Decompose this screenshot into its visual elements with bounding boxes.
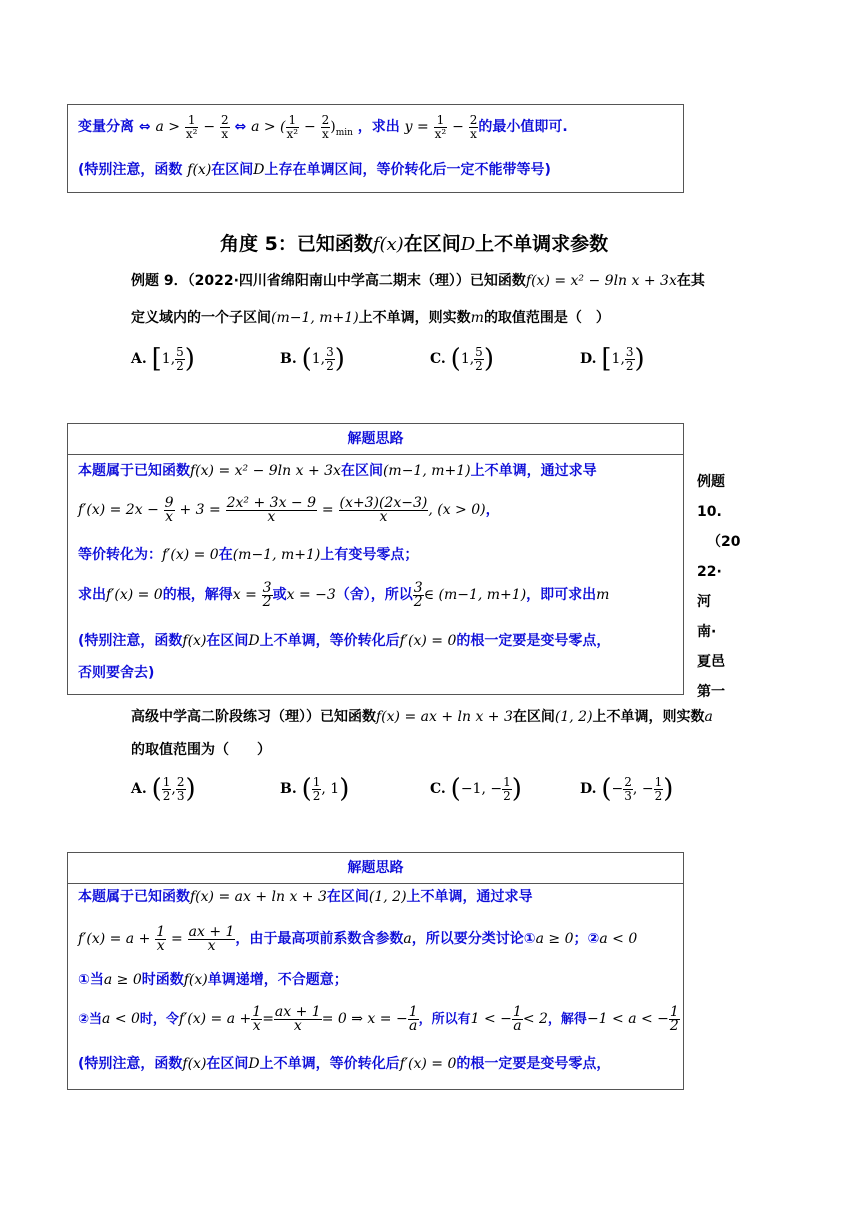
box2-line-1: 本题属于已知函数f(x) = ax + ln x + 3在区间(1, 2)上不单调，通过求导	[78, 889, 533, 905]
box1-line-4: 求出f′(x) = 0的根，解得x = $\frac{3}{2}$ 或x = −3（舍），所以 $\frac{3}{2}$ ∈ (m−1, m+1)，即可求出m	[78, 579, 610, 610]
example-10-option-a[interactable]: A. ( $\frac{1}{2}$ , $\frac{2}{3}$ )	[131, 774, 196, 804]
example-10-option-d[interactable]: D. (− $\frac{2}{3}$ , − $\frac{1}{2}$ )	[580, 774, 674, 804]
example-10-side-text: 例题 10. （20 22· 河 南· 夏邑 第一	[697, 474, 741, 700]
example-9-option-c[interactable]: C. (1, $\frac{5}{2}$ )	[430, 344, 494, 374]
example-9-option-b[interactable]: B. (1, $\frac{3}{2}$ )	[280, 344, 345, 374]
box2-line-5: (特别注意，函数f(x)在区间D上不单调，等价转化后f′(x) = 0的根一定要是变号零点，	[78, 1056, 611, 1072]
top-hint-line-2: (特别注意，函数 f(x)在区间D上存在单调区间，等价转化后一定不能带等号)	[78, 162, 551, 178]
example-10-line-1: 高级中学高二阶段练习（理））已知函数f(x) = ax + ln x + 3在区间(1, 2)上不单调，则实数a	[131, 709, 713, 725]
example-10-option-c[interactable]: C. (−1, − $\frac{1}{2}$ )	[430, 774, 522, 804]
example-9-line-1: 例题 9．（2022·四川省绵阳南山中学高二期末（理））已知函数f(x) = x² − 9ln x + 3x在其	[131, 273, 705, 289]
example-10-line-2: 的取值范围为（ ）	[131, 742, 271, 758]
box2-line-4: ②当a < 0时，令f′(x) = a + $\frac{1}{x}$ = $\frac{ax + 1}{x}$ = 0 ⇒ x = − $\frac{1}{a}$ ，所以有1 < − $\frac{1}{a}$ < 2，解得−1 < a < − $\frac{1}{2}$	[78, 1004, 679, 1034]
box1-line-1: 本题属于已知函数f(x) = x² − 9ln x + 3x在区间(m−1, m+1)上不单调，通过求导	[78, 463, 597, 479]
box1-line-5: (特别注意，函数f(x)在区间D上不单调，等价转化后f′(x) = 0的根一定要是变号零点，	[78, 633, 611, 649]
solution-box-1	[67, 423, 684, 695]
example-9-option-d[interactable]: D. [1, $\frac{3}{2}$ )	[580, 344, 645, 374]
box2-line-3: ①当a ≥ 0时函数f(x)单调递增，不合题意；	[78, 972, 348, 988]
box1-line-2: f′(x) = 2x − $\frac{9}{x}$ + 3 = $\frac{\text{2x² + 3x − 9}}{x}$ = $\frac{(x+3)(2x-3)}{x}$ , (x > 0)，	[78, 494, 500, 525]
top-hint-line-1: 变量分离 ⇔ a > $\frac{1}{\text{x²}}$ − $\frac{2}{x}$ ⇔ a > ( $\frac{1}{\text{x²}}$ − $\frac{2}{x}$ )$_{min}$ ，求出 y = $\frac{1}{\text{x²}}$ − $\frac{2}{x}$ 的最小值即可.	[78, 112, 568, 141]
box1-line-6: 否则要舍去)	[78, 665, 155, 681]
example-10-option-b[interactable]: B. ( $\frac{1}{2}$ , 1)	[280, 774, 350, 804]
section-title: 角度 5：已知函数f(x)在区间D上不单调求参数	[220, 233, 609, 255]
example-9-line-2: 定义域内的一个子区间(m−1, m+1)上不单调，则实数m的取值范围是（ ）	[131, 310, 610, 326]
solution-box-1-header: 解题思路	[68, 424, 683, 455]
example-9-option-a[interactable]: A. [1, $\frac{5}{2}$ )	[131, 344, 195, 374]
box1-line-3: 等价转化为：f′(x) = 0在(m−1, m+1)上有变号零点；	[78, 547, 419, 563]
top-hint-box	[67, 104, 684, 193]
box2-line-2: f′(x) = a + $\frac{1}{x}$ = $\frac{ax + 1}{x}$ ，由于最高项前系数含参数a，所以要分类讨论①a ≥ 0；②a < 0	[78, 923, 638, 954]
solution-box-2	[67, 852, 684, 1090]
solution-box-2-header: 解题思路	[68, 853, 683, 884]
